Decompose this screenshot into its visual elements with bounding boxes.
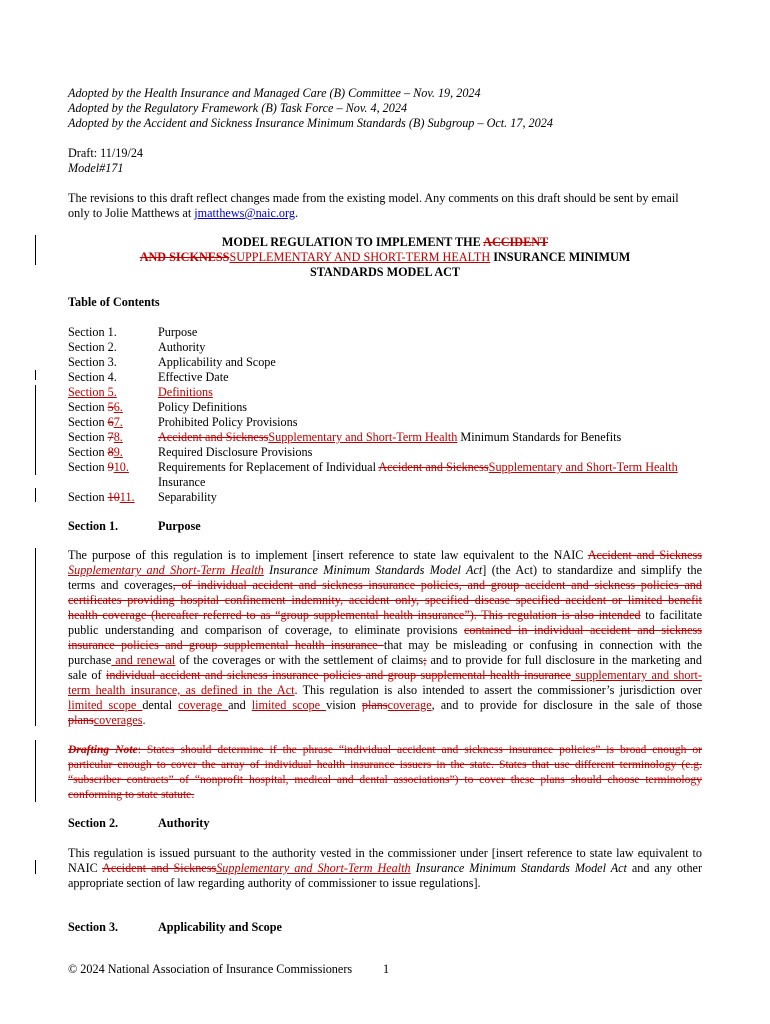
toc-section-number: Section 3. [68,355,117,369]
drafting-note-line: “subscriber contracts” of “nonprofit hospital, medical and dental associations”) to cover these plans should choose terminology [68,773,702,786]
toc-section-number: Section 5. [68,385,117,399]
section-heading-title: Purpose [158,519,201,533]
toc-section-number: Section 1011. [68,490,135,504]
paragraph-line: appropriate section of law regarding authority of commissioner to issue regulations]. [68,876,481,890]
toc-section-title[interactable]: Purpose [158,325,198,339]
toc-section-number: Section 67. [68,415,123,429]
toc-section-title[interactable]: Requirements for Replacement of Individual Accident and SicknessSupplementary and Short-Term Health [158,460,678,474]
section-heading-title: Applicability and Scope [158,920,282,934]
paragraph-line: The purpose of this regulation is to implement [insert reference to state law equivalent to the NAIC Accident and Sickness [68,548,702,562]
paragraph-line: planscoverages. [68,713,146,727]
document-title-line3: STANDARDS MODEL ACT [309,265,461,279]
change-bar [35,488,36,502]
drafting-note-line: particular enough to cover the array of individual health insurance issuers in the state. States that use different terminology (e.g. [68,758,702,771]
toc-section-title[interactable]: Separability [158,490,217,504]
paragraph-line: insurance policies and group supplemental health insurance that may be misleading or confusing in connection with the [68,638,702,652]
toc-section-number: Section 78. [68,430,123,444]
toc-section-number: Section 89. [68,445,123,459]
document-title-line2: AND SICKNESSSUPPLEMENTARY AND SHORT-TERM HEALTH INSURANCE MINIMUM [139,250,631,264]
toc-section-title[interactable]: Applicability and Scope [158,355,276,369]
paragraph-line: public understanding and comparison of coverage, to eliminate provisions contained in individual accident and sickness [68,623,703,637]
change-bar [35,860,36,874]
paragraph-line: certificates providing hospital confinement indemnity, accident only, specified disease specified accident or limited benefit [68,593,702,607]
page-number: 1 [383,962,390,976]
toc-section-number: Section 4. [68,370,117,384]
toc-heading: Table of Contents [68,295,160,309]
paragraph-line: sale of individual accident and sickness insurance policies and group supplemental health insurance supplementary and short- [68,668,702,682]
drafting-note-line: conforming to state statute. [68,788,195,801]
toc-section-title-continued: Insurance [158,475,206,489]
change-bar [35,385,36,475]
section-heading-number: Section 3. [68,920,119,934]
section-heading-title: Authority [158,816,210,830]
email-link[interactable]: jmatthews@naic.org [194,206,295,220]
change-bar [35,370,36,380]
intro-line: The revisions to this draft reflect changes made from the existing model. Any comments on this draft should be sent by email [68,191,679,205]
adoption-line: Adopted by the Regulatory Framework (B) Task Force – Nov. 4, 2024 [68,101,408,115]
intro-line: only to Jolie Matthews at jmatthews@naic.org. [68,206,299,220]
change-bar [35,740,36,802]
toc-section-number: Section 910. [68,460,129,474]
model-number: Model#171 [68,161,124,175]
drafting-note-line: Drafting Note: States should determine if the phrase “individual accident and sickness insurance policies” is broad enough or [68,743,702,756]
adoption-line: Adopted by the Accident and Sickness Insurance Minimum Standards (B) Subgroup – Oct. 17, 2024 [68,116,553,130]
toc-section-number: Section 2. [68,340,117,354]
paragraph-line: limited scope dental coverage and limited scope vision planscoverage, and to provide for disclosure in the sale of those [68,698,703,712]
section-heading-number: Section 2. [68,816,119,830]
change-bar [35,548,36,726]
toc-section-number: Section 56. [68,400,123,414]
toc-section-number: Section 1. [68,325,117,339]
toc-section-title[interactable]: Authority [158,340,206,354]
toc-section-title[interactable]: Effective Date [158,370,229,384]
paragraph-line: This regulation is issued pursuant to the authority vested in the commissioner under [insert reference to state law equivalent to [68,846,702,860]
toc-section-title[interactable]: Policy Definitions [158,400,248,414]
paragraph-line: NAIC Accident and SicknessSupplementary and Short-Term Health Insurance Minimum Standards Model Act and any other [68,861,703,875]
section-heading-number: Section 1. [68,519,119,533]
toc-section-title[interactable]: Definitions [158,385,213,399]
draft-date: Draft: 11/19/24 [68,146,144,160]
toc-section-title[interactable]: Accident and SicknessSupplementary and Short-Term Health Minimum Standards for Benefits [158,430,622,444]
paragraph-line: health coverage (hereafter referred to as “group supplemental health insurance”). This regulation is also intended to facilitate [68,608,703,622]
adoption-line: Adopted by the Health Insurance and Managed Care (B) Committee – Nov. 19, 2024 [68,86,481,100]
document-title-line1: MODEL REGULATION TO IMPLEMENT THE ACCIDENT [221,235,549,249]
toc-section-title[interactable]: Required Disclosure Provisions [158,445,313,459]
paragraph-line: purchase and renewal of the coverages or with the settlement of claims; and to provide for full disclosure in the marketing and [68,653,702,667]
toc-section-title[interactable]: Prohibited Policy Provisions [158,415,298,429]
paragraph-line: term health insurance, as defined in the Act. This regulation is also intended to assert the commissioner’s jurisdiction over [68,683,702,697]
paragraph-line: Supplementary and Short-Term Health Insurance Minimum Standards Model Act] (the Act) to standardize and simplify the [68,563,703,577]
paragraph-line: terms and coverages, of individual accident and sickness insurance policies, and group accident and sickness policies and [68,578,702,592]
footer-copyright: © 2024 National Association of Insurance Commissioners [68,962,353,976]
